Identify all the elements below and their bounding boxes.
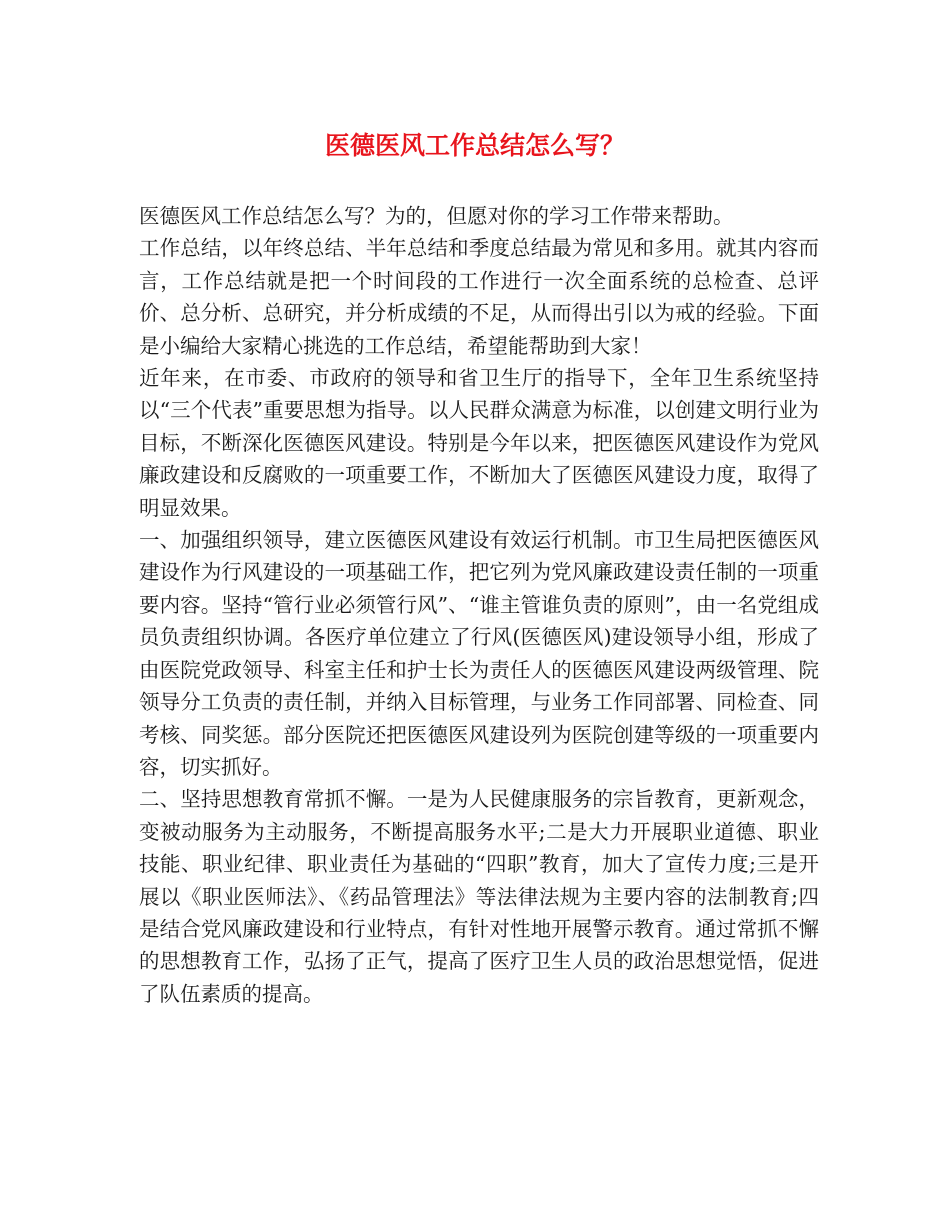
paragraph-section-1: 一、加强组织领导，建立医德医风建设有效运行机制。市卫生局把医德医风建设作为行风建设的一项基础工作，把它列为党风廉政建设责任制的一项重要内容。坚持“管行业必须管行风”、“谁主管谁负责的原则”，由一名党组成员负责组织协调。各医疗单位建立了行风(医德医风)建设领导小组，形成了由医院党政领导、科室主任和护士长为责任人的医德医风建设两级管理、院领导分工负责的责任制，并纳入目标管理，与业务工作同部署、同检查、同考核、同奖惩。部分医院还把医德医风建设列为医院创建等级的一项重要内容，切实抓好。 [139,528,819,779]
paragraph-overview: 近年来，在市委、市政府的领导和省卫生厅的指导下，全年卫生系统坚持以“三个代表”重要思想为指导。以人民群众满意为标准，以创建文明行业为目标，不断深化医德医风建设。特别是今年以来，把医德医风建设作为党风廉政建设和反腐败的一项重要工作，不断加大了医德医风建设力度，取得了明显效果。 [139,366,819,520]
paragraph-section-2: 二、坚持思想教育常抓不懈。一是为人民健康服务的宗旨教育，更新观念，变被动服务为主动服务，不断提高服务水平;二是大力开展职业道德、职业技能、职业纪律、职业责任为基础的“四职”教育，加大了宣传力度;三是开展以《职业医师法》、《药品管理法》等法律法规为主要内容的法制教育;四是结合党风廉政建设和行业特点，有针对性地开展警示教育。通过常抓不懈的思想教育工作，弘扬了正气，提高了医疗卫生人员的政治思想觉悟，促进了队伍素质的提高。 [139,787,819,1006]
document-title: 医德医风工作总结怎么写？ [324,131,625,160]
paragraph-definition: 工作总结，以年终总结、半年总结和季度总结最为常见和多用。就其内容而言，工作总结就是把一个时间段的工作进行一次全面系统的总检查、总评价、总分析、总研究，并分析成绩的不足，从而得出引以为戒的经验。下面是小编给大家精心挑选的工作总结，希望能帮助到大家！ [139,236,819,358]
paragraph-intro: 医德医风工作总结怎么写？为的，但愿对你的学习工作带来帮助。 [139,204,734,228]
document-body [139,200,819,1010]
